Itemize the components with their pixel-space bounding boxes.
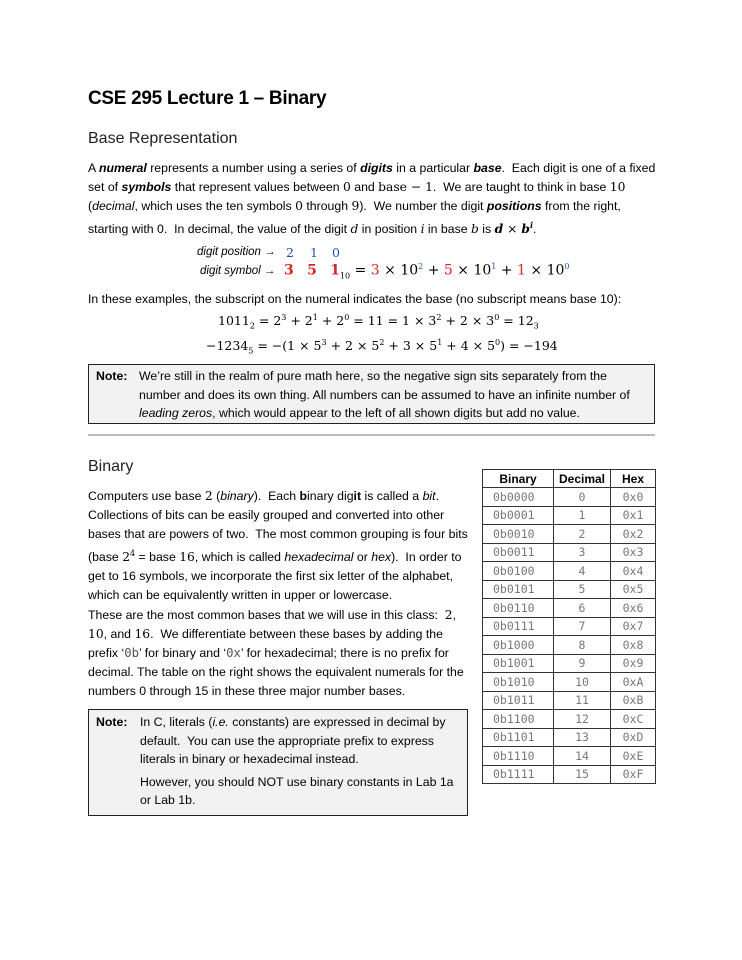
note-line-rest: , which would appear to the left of all shown digits but add no value. bbox=[212, 406, 580, 420]
note-line: default. You can use the appropriate prefix to express bbox=[140, 733, 434, 748]
section-divider bbox=[88, 434, 655, 436]
hex-cell: 0x5 bbox=[611, 580, 656, 599]
decimal-cell: 4 bbox=[554, 562, 611, 581]
section-heading-base-representation: Base Representation bbox=[88, 130, 238, 147]
binary-cell: 0b0101 bbox=[483, 580, 554, 599]
digit-position-2: 2 bbox=[286, 245, 294, 260]
binary-cell: 0b0000 bbox=[483, 488, 554, 507]
hex-cell: 0x8 bbox=[611, 636, 656, 655]
hex-cell: 0x2 bbox=[611, 525, 656, 544]
leading-zeros-term: leading zeros bbox=[139, 406, 213, 420]
note-line bbox=[139, 404, 649, 423]
decimal-cell: 11 bbox=[554, 691, 611, 710]
hex-cell: 0xF bbox=[611, 765, 656, 784]
column-header-binary: Binary bbox=[483, 470, 554, 488]
table-row bbox=[483, 691, 656, 710]
page-title: CSE 295 Lecture 1 – Binary bbox=[88, 88, 327, 109]
paragraph-base-intro: A numeral represents a number using a series of digits in a particular base. Each digit is one of a fixed set of symbols that represent values between 0 and base − 1. We are taught to think in base 10 (decimal, which uses the ten symbols 0 through 9). We number the digit positions from the right, starting with 0. In decimal, the value of the digit d in position i in base b is $d \times b^i$. bbox=[88, 161, 656, 237]
example-binary-equation: $1011_2 = 2^3 + 2^1 + 2^0 = 11 = 1 \times 3^2 + 2 \times 3^0 = 12_3$ bbox=[218, 313, 539, 331]
table-row bbox=[483, 654, 656, 673]
hex-cell: 0xA bbox=[611, 673, 656, 692]
decimal-cell: 3 bbox=[554, 543, 611, 562]
table-row bbox=[483, 765, 656, 784]
decimal-cell: 8 bbox=[554, 636, 611, 655]
hex-cell: 0x4 bbox=[611, 562, 656, 581]
binary-cell: 0b1000 bbox=[483, 636, 554, 655]
decimal-cell: 6 bbox=[554, 599, 611, 618]
digit-symbol-equation: 3 5 $1_{10} = 3 \times 10^2 + 5 \times 10^1 + 1 \times 10^0$ bbox=[284, 262, 570, 281]
note-line: However, you should NOT use binary constants in Lab 1a bbox=[140, 774, 454, 789]
paragraph-binary-intro: Computers use base 2 (binary). Each binary digit is called a bit. Collections of bits can be easily grouped and converted into other bases that are powers of two. The most common grouping is four bits (base $2^4$ = base 16, which is called hexadecimal or hex). In order to get to 16 symbols, we incorporate the first six letter of the alphabet, which can be equivalently written in upper or lowercase. bbox=[88, 489, 468, 603]
binary-cell: 0b0100 bbox=[483, 562, 554, 581]
decimal-cell: 1 bbox=[554, 506, 611, 525]
binary-cell: 0b1110 bbox=[483, 747, 554, 766]
table-row bbox=[483, 543, 656, 562]
table-row bbox=[483, 617, 656, 636]
hex-cell: 0x9 bbox=[611, 654, 656, 673]
note-line: In C, literals (i.e. constants) are expressed in decimal by bbox=[140, 715, 446, 729]
table-row bbox=[483, 525, 656, 544]
table-row bbox=[483, 728, 656, 747]
hex-cell: 0xE bbox=[611, 747, 656, 766]
note-box-c-literals bbox=[88, 709, 468, 816]
table-row bbox=[483, 562, 656, 581]
binary-cell: 0b0110 bbox=[483, 599, 554, 618]
table-row bbox=[483, 673, 656, 692]
column-header-hex: Hex bbox=[611, 470, 656, 488]
hex-cell: 0x3 bbox=[611, 543, 656, 562]
binary-cell: 0b1111 bbox=[483, 765, 554, 784]
binary-cell: 0b1010 bbox=[483, 673, 554, 692]
hex-cell: 0x1 bbox=[611, 506, 656, 525]
table-header-row bbox=[483, 470, 656, 488]
table-row bbox=[483, 488, 656, 507]
decimal-cell: 0 bbox=[554, 488, 611, 507]
binary-cell: 0b1101 bbox=[483, 728, 554, 747]
decimal-cell: 12 bbox=[554, 710, 611, 729]
table-row bbox=[483, 599, 656, 618]
note-label: Note: bbox=[96, 715, 128, 729]
decimal-cell: 5 bbox=[554, 580, 611, 599]
note-line: number and does its own thing. All numbers can be assumed to have an infinite number of bbox=[139, 387, 630, 402]
note-body bbox=[140, 713, 462, 810]
hex-cell: 0xC bbox=[611, 710, 656, 729]
decimal-cell: 7 bbox=[554, 617, 611, 636]
table-row bbox=[483, 580, 656, 599]
binary-cell: 0b0111 bbox=[483, 617, 554, 636]
decimal-cell: 15 bbox=[554, 765, 611, 784]
decimal-cell: 14 bbox=[554, 747, 611, 766]
paragraph-common-bases: These are the most common bases that we will use in this class: 2, 10, and 16. We differentiate between these bases by adding the prefix ‘0b’ for binary and ‘0x’ for hexadecimal; there is no prefix for decimal. The table on the right shows the equivalent numerals for the numbers 0 through 15 in these three major number bases. bbox=[88, 608, 464, 698]
paragraph-examples-intro: In these examples, the subscript on the numeral indicates the base (no subscript means base 10): bbox=[88, 292, 622, 306]
binary-cell: 0b1011 bbox=[483, 691, 554, 710]
table-row bbox=[483, 636, 656, 655]
table-row bbox=[483, 506, 656, 525]
hex-cell: 0x0 bbox=[611, 488, 656, 507]
hex-cell: 0x7 bbox=[611, 617, 656, 636]
digit-symbol-label: digit symbol → bbox=[200, 265, 276, 277]
decimal-cell: 13 bbox=[554, 728, 611, 747]
hex-cell: 0x6 bbox=[611, 599, 656, 618]
section-heading-binary: Binary bbox=[88, 458, 134, 475]
note-body bbox=[139, 367, 649, 423]
note-line: literals in binary or hexadecimal instead. bbox=[140, 752, 359, 766]
base-conversion-table bbox=[482, 469, 656, 784]
hex-cell: 0xD bbox=[611, 728, 656, 747]
note-line: We’re still in the realm of pure math here, so the negative sign sits separately from the bbox=[139, 369, 607, 383]
note-label: Note: bbox=[96, 369, 128, 383]
binary-cell: 0b1001 bbox=[483, 654, 554, 673]
decimal-cell: 10 bbox=[554, 673, 611, 692]
note-box-math bbox=[88, 364, 655, 424]
digit-position-1: 1 bbox=[310, 245, 318, 260]
digit-position-label: digit position → bbox=[197, 246, 276, 258]
binary-cell: 0b0001 bbox=[483, 506, 554, 525]
column-header-decimal: Decimal bbox=[554, 470, 611, 488]
binary-cell: 0b0010 bbox=[483, 525, 554, 544]
note-line: or Lab 1b. bbox=[140, 793, 196, 807]
table-row bbox=[483, 710, 656, 729]
decimal-cell: 2 bbox=[554, 525, 611, 544]
hex-cell: 0xB bbox=[611, 691, 656, 710]
decimal-cell: 9 bbox=[554, 654, 611, 673]
binary-cell: 0b1100 bbox=[483, 710, 554, 729]
digit-position-0: 0 bbox=[332, 245, 340, 260]
example-base5-equation: $-1234_5 = -(1 \times 5^3 + 2 \times 5^2 + 3 \times 5^1 + 4 \times 5^0) = -194$ bbox=[206, 338, 558, 356]
binary-cell: 0b0011 bbox=[483, 543, 554, 562]
table-row bbox=[483, 747, 656, 766]
